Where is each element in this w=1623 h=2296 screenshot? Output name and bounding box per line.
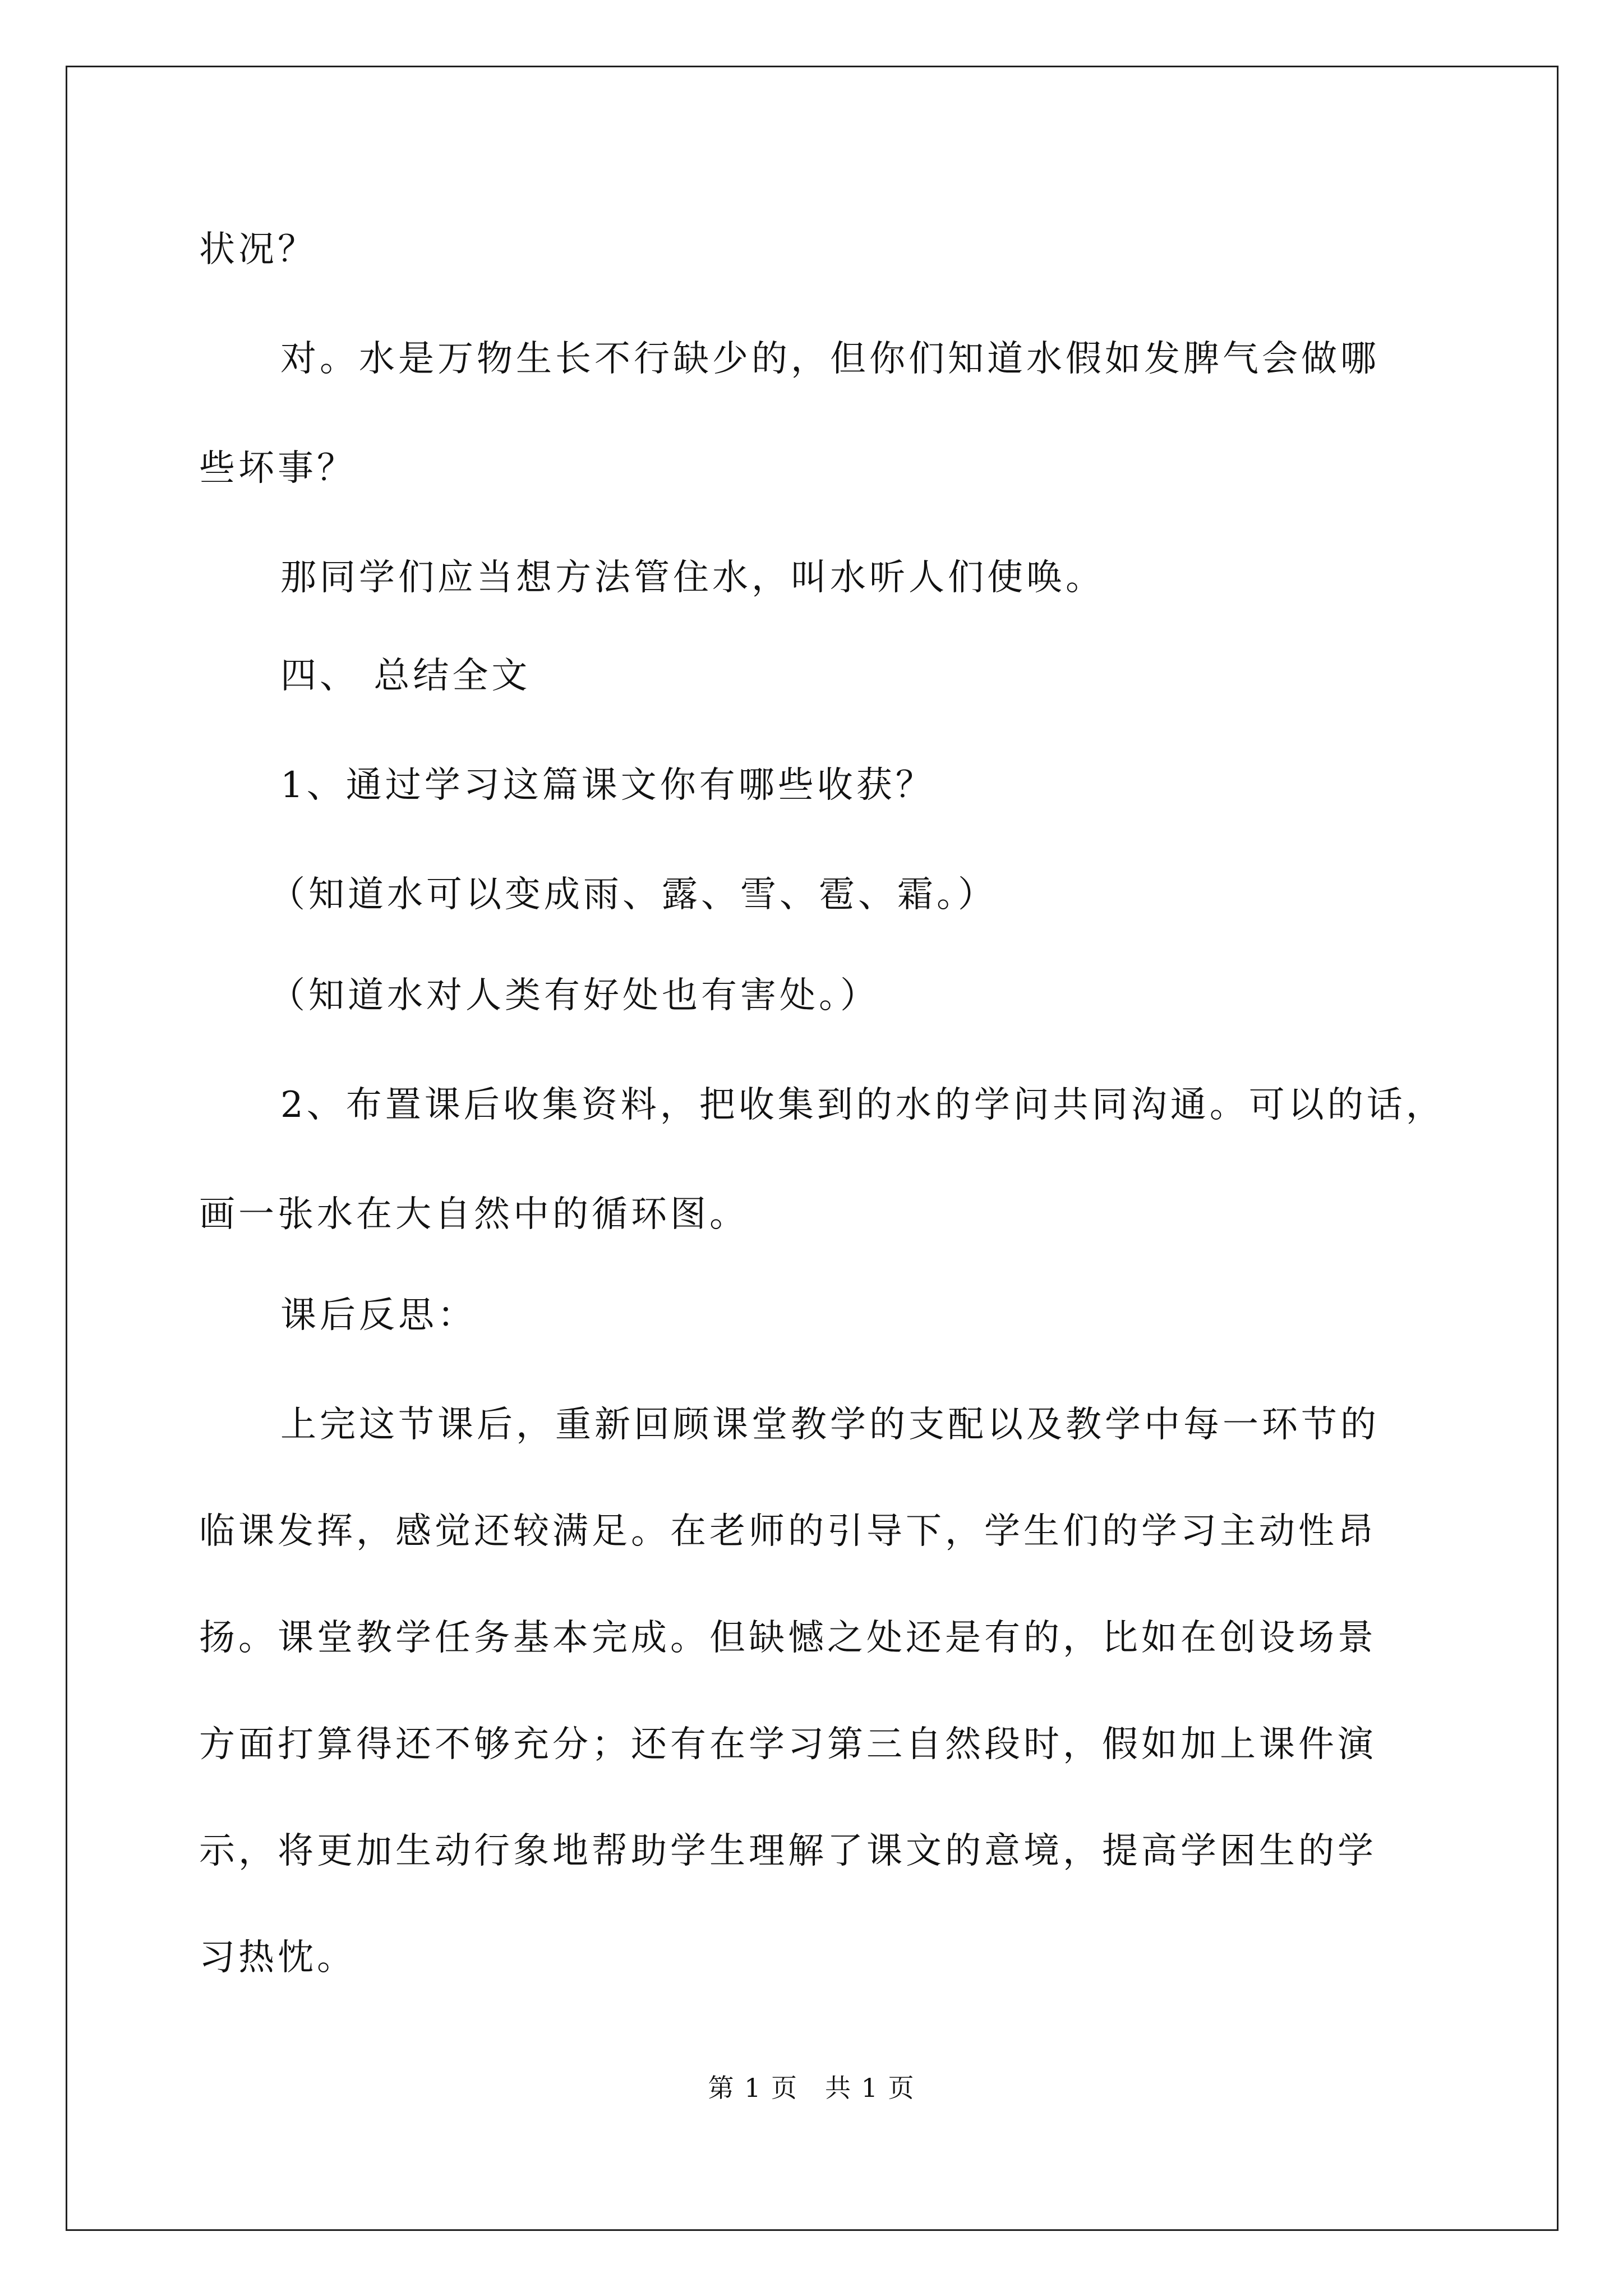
text-line: 扬。课堂教学任务基本完成。但缺憾之处还是有的，比如在创设场景 xyxy=(199,1617,1377,1659)
text-line: 1、通过学习这篇课文你有哪些收获？ xyxy=(280,765,935,806)
text-line: 对。水是万物生长不行缺少的，但你们知道水假如发脾气会做哪 xyxy=(280,338,1380,380)
page-footer: 第 1 页 共 1 页 xyxy=(708,2073,915,2103)
text-line: 方面打算得还不够充分；还有在学习第三自然段时，假如加上课件演 xyxy=(199,1724,1377,1765)
section-heading: 四、 总结全文 xyxy=(280,655,531,697)
text-line: （知道水对人类有好处也有害处。） xyxy=(269,975,879,1016)
section-heading: 课后反思： xyxy=(280,1295,477,1336)
text-line: 上完这节课后，重新回顾课堂教学的支配以及教学中每一环节的 xyxy=(280,1404,1380,1446)
text-line: 画一张水在大自然中的循环图。 xyxy=(199,1194,749,1235)
text-line: （知道水可以变成雨、露、雪、雹、霜。） xyxy=(269,874,997,915)
page-border xyxy=(66,66,1559,2231)
text-line: 临课发挥，感觉还较满足。在老师的引导下，学生们的学习主动性昂 xyxy=(199,1511,1377,1552)
text-line: 那同学们应当想方法管住水，叫水听人们使唤。 xyxy=(280,557,1105,599)
text-line: 些坏事？ xyxy=(199,448,356,489)
text-line: 习热忱。 xyxy=(199,1937,356,1978)
text-line: 示，将更加生动行象地帮助学生理解了课文的意境，提高学困生的学 xyxy=(199,1830,1377,1872)
text-line: 2、布置课后收集资料，把收集到的水的学问共同沟通。可以的话， xyxy=(280,1084,1445,1126)
text-line: 状况？ xyxy=(199,229,317,270)
